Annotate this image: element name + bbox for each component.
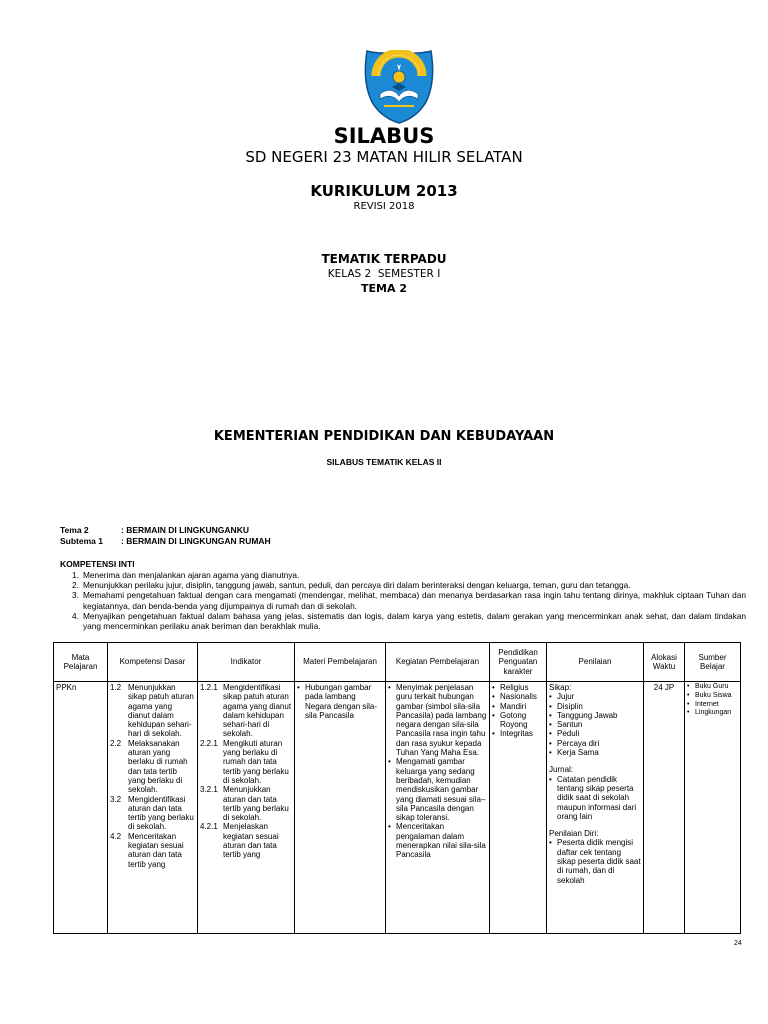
sumber-cell [685,682,741,934]
penilaian-diri-title: Penilaian Diri: [549,829,599,839]
list-item: 1. Menerima dan menjalankan ajaran agama yang dianutnya. [72,570,300,580]
list-item: • Hubungan gambar pada lambang Negara dengan sila-sila Pancasila [297,683,383,720]
column-header: Materi Pembelajaran [295,643,386,682]
list-item: • Menyimak penjelasan guru terkait hubungan gambar (simbol sila-sila Pancasila) pada lambang negara dengan sila-sila Pancasila rasa ingin tahu dan rasa syukur kepada Tuhan Yang Maha Esa. [388,683,487,757]
list-item: • Nasionalis [492,692,544,701]
list-item: • Mengamati gambar keluarga yang sedang beribadah, kemudian mendiskusikan gambar yang diamati sesuai sila–sila Pancasila dengan sikap toleransi. [388,757,487,822]
list-item: 4. Menyajikan pengetahuan faktual dalam bahasa yang jelas, sistematis dan logis, dalam karya yang estetis, dalam gerakan yang mencerminkan anak sehat, dan dalam tindakan yang mencerminkan perilaku anak beriman dan berakhlak mulia. [72,610,746,632]
document-title: SILABUS [333,124,435,148]
list-item: • Tanggung Jawab [549,711,641,720]
list-item: 4.2 Menceritakan kegiatan sesuai aturan dan tata tertib yang [110,831,184,869]
list-item: 3.2 Mengidentifikasi aturan dan tata tertib yang berlaku di sekolah. [110,794,194,832]
list-item: • Religius [492,683,544,692]
column-header: Mata Pelajaran [54,643,108,682]
tut-wuri-handayani-logo [362,50,436,124]
subtema-label: Subtema 1 [60,536,103,546]
column-header: Penilaian [547,643,644,682]
list-item: • Buku Siswa [687,692,738,701]
kegiatan-cell [386,682,490,934]
list-item: • Mandiri [492,702,544,711]
subtema-value: : BERMAIN DI LINGKUNGAN RUMAH [121,536,271,546]
list-item: • Catatan pendidik tentang sikap peserta didik saat di sekolah maupun informasi dari orang lain [549,775,641,821]
kompetensi-inti-list [60,570,746,631]
sikap-title: Sikap: [549,683,572,692]
list-item: • Jujur [549,692,641,701]
column-header: Kegiatan Pembelajaran [386,643,490,682]
indikator-cell [198,682,295,934]
alokasi-cell: 24 JP [644,682,685,934]
list-item: 1.2.1 Mengidentifikasi sikap patuh aturan agama yang dianut dalam kehidupan sehari-hari di sekolah. [200,683,292,739]
penilaian-cell [547,682,644,934]
list-item: • Menceritakan pengalaman dalam menerapkan nilai sila-sila Pancasila [388,822,487,859]
ministry-name: KEMENTERIAN PENDIDIKAN DAN KEBUDAYAAN [213,429,555,444]
list-item: • Kerja Sama [549,748,641,757]
tema-label: Tema 2 [60,525,89,535]
list-item: • Lingkungan [687,709,738,718]
karakter-cell [490,682,547,934]
list-item: • Santun [549,720,641,729]
revision: REVISI 2018 [353,201,415,212]
materi-cell [295,682,386,934]
list-item: • Buku Guru [687,683,738,692]
kd-cell [108,682,198,934]
jurnal-title: Jurnal: [549,765,574,775]
tema-value: : BERMAIN DI LINGKUNGANKU [121,525,249,535]
column-header: Sumber Belajar [685,643,741,682]
column-header: Alokasi Waktu [644,643,685,682]
column-header: Indikator [198,643,295,682]
subject-cell: PPKn [54,682,108,934]
column-header: Kompetensi Dasar [108,643,198,682]
syllabus-table [53,642,741,934]
list-item: • Gotong Royong [492,711,544,730]
list-item: • Peduli [549,729,641,738]
list-item: 4.2.1 Menjelaskan kegiatan sesuai aturan dan tata tertib yang [200,822,279,860]
list-item: • Percaya diri [549,739,641,748]
list-item: • Disiplin [549,702,641,711]
class-semester: KELAS 2 SEMESTER I [327,268,441,280]
table-header-row [54,643,741,682]
list-item: 1.2 Menunjukkan sikap patuh aturan agama yang dianut dalam kehidupan sehari-hari di sekolah. [110,683,194,739]
list-item: 2. Menunjukkan perilaku jujur, disiplin, tanggung jawab, santun, peduli, dan percaya diri dalam berinteraksi dengan keluarga, teman, guru dan tetangga. [72,580,631,591]
page-number: 24 [734,940,742,947]
table-row [54,682,741,934]
list-item: • Internet [687,701,738,710]
list-item: • Integritas [492,729,544,738]
theme-number: TEMA 2 [361,282,407,295]
list-item: • Peserta didik mengisi daftar cek tentang sikap peserta didik saat di rumah, dan di sekolah [549,838,641,884]
curriculum: KURIKULUM 2013 [310,182,458,200]
list-item: 3.2.1 Menunjukkan aturan dan tata tertib yang berlaku di sekolah. [200,785,289,823]
list-item: 2.2 Melaksanakan aturan yang berlaku di rumah dan tata tertib yang berlaku di sekolah. [110,738,188,795]
theme-type: TEMATIK TERPADU [321,252,447,266]
school-name: SD NEGERI 23 MATAN HILIR SELATAN [245,148,523,166]
kompetensi-inti-title: KOMPETENSI INTI [60,559,135,569]
list-item: 2.2.1 Mengikuti aturan yang berlaku di rumah dan tata tertib yang berlaku di sekolah. [200,738,289,785]
list-item: 3. Memahami pengetahuan faktual dengan cara mengamati (mendengar, melihat, membaca) dan menanya berdasarkan rasa ingin tahu tentang dirinya, makhluk ciptaan Tuhan dan kegiatannya, dan benda-benda yang dijumpainya di rumah dan di sekolah. [72,590,746,611]
syllabus-subtitle: SILABUS TEMATIK KELAS II [326,457,442,467]
column-header: Pendidikan Penguatan karakter [490,643,547,682]
